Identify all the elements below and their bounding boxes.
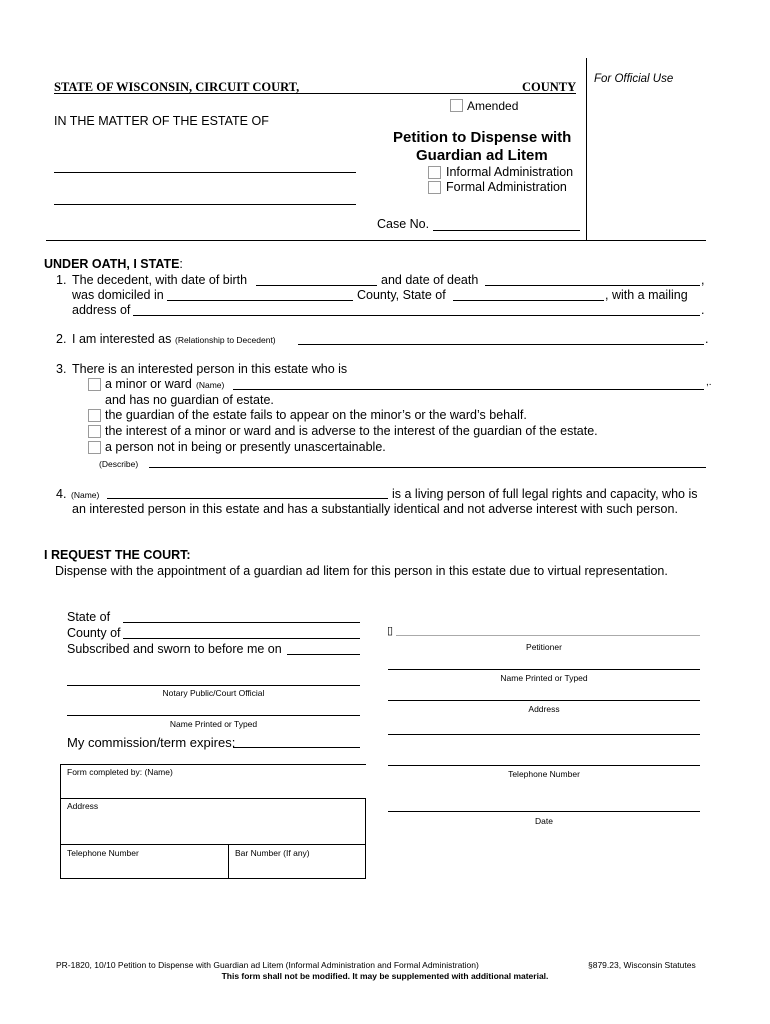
item4-number: 4.	[56, 487, 67, 501]
in-the-matter-label: IN THE MATTER OF THE ESTATE OF	[54, 114, 269, 128]
relationship-hint: (Relationship to Decedent)	[175, 335, 276, 345]
completed-by-bar-label: Bar Number (If any)	[235, 848, 310, 858]
minor-ward-checkbox[interactable]	[88, 378, 101, 391]
notary-name-line[interactable]	[67, 715, 360, 716]
amended-label: Amended	[467, 99, 519, 113]
county-label: COUNTY	[522, 80, 577, 94]
subscribed-label: Subscribed and sworn to before me on	[67, 642, 282, 656]
signature-mark-icon: ▯	[387, 625, 394, 637]
item3-label: There is an interested person in this estate who is	[72, 362, 348, 376]
subscribed-date-line[interactable]	[287, 654, 360, 655]
domicile-county-line[interactable]	[167, 300, 353, 301]
county-of-label: County of	[67, 626, 121, 640]
item1-period: .	[701, 303, 705, 317]
oath-heading-colon: :	[179, 257, 183, 271]
item1-county-state-label: County, State of	[357, 288, 446, 302]
minor-name-hint: (Name)	[196, 380, 225, 390]
petitioner-address-line-2[interactable]	[388, 734, 700, 735]
item1-dod-label: and date of death	[381, 273, 479, 287]
item1-address-label: address of	[72, 303, 131, 317]
footer-notice: This form shall not be modified. It may be supplemented with additional material.	[221, 971, 549, 981]
guardian-fails-checkbox[interactable]	[88, 409, 101, 422]
notary-name-label: Name Printed or Typed	[169, 719, 258, 729]
request-text: Dispense with the appointment of a guardian ad litem for this person in this estate due to virtual representation.	[55, 564, 668, 578]
item4-text2: an interested person in this estate and has a substantially identical and not adverse interest with such person.	[72, 502, 678, 516]
describe-hint: (Describe)	[99, 459, 139, 469]
minor-name-line[interactable]	[233, 389, 704, 390]
item1-number: 1.	[56, 273, 67, 287]
estate-name-line-2[interactable]	[54, 204, 356, 205]
commission-label: My commission/term expires:	[67, 735, 236, 750]
informal-admin-label: Informal Administration	[446, 165, 574, 179]
court-label: STATE OF WISCONSIN, CIRCUIT COURT,	[54, 80, 300, 94]
completed-by-address-box[interactable]	[60, 798, 366, 845]
item1-domiciled-label: was domiciled in	[72, 288, 164, 302]
notary-state-line[interactable]	[123, 622, 360, 623]
request-heading: I REQUEST THE COURT:	[44, 548, 191, 562]
footer-form-id: PR-1820, 10/10 Petition to Dispense with Guardian ad Litem (Informal Administration and Formal Administration)	[56, 960, 479, 970]
completed-by-address-label: Address	[67, 801, 99, 811]
item2-period: .	[705, 332, 709, 346]
county-line[interactable]	[54, 93, 576, 94]
informal-admin-checkbox[interactable]	[428, 166, 441, 179]
not-in-being-label: a person not in being or presently unascertainable.	[105, 440, 386, 454]
form-title-line2: Guardian ad Litem	[416, 147, 548, 164]
oath-heading	[44, 257, 183, 271]
item3-number: 3.	[56, 362, 67, 376]
item4-name-line[interactable]	[107, 498, 388, 499]
guardian-fails-label: the guardian of the estate fails to appear on the minor’s or the ward’s behalf.	[105, 408, 527, 422]
item2-number: 2.	[56, 332, 67, 346]
petitioner-label: Petitioner	[526, 642, 562, 652]
notary-signature-line[interactable]	[67, 685, 360, 686]
official-use-label: For Official Use	[594, 73, 674, 85]
header-bottom-rule	[46, 240, 706, 241]
completed-by-top-rule	[60, 764, 366, 765]
case-no-line[interactable]	[433, 230, 580, 231]
case-no-label: Case No.	[377, 217, 430, 231]
petitioner-date-label: Date	[535, 816, 553, 826]
relationship-line[interactable]	[298, 344, 704, 345]
oath-heading-text: UNDER OATH, I STATE	[44, 257, 180, 271]
item2-label: I am interested as	[72, 332, 172, 346]
petitioner-name-label: Name Printed or Typed	[500, 673, 588, 683]
dob-line[interactable]	[256, 285, 377, 286]
petitioner-telephone-line[interactable]	[388, 765, 700, 766]
no-guardian-label: and has no guardian of estate.	[105, 393, 274, 407]
form-title-line1: Petition to Dispense with	[393, 129, 572, 146]
petitioner-signature-line[interactable]	[396, 635, 700, 636]
notary-official-label: Notary Public/Court Official	[162, 688, 265, 698]
estate-name-line-1[interactable]	[54, 172, 356, 173]
item1-mailing-label: , with a mailing	[605, 288, 688, 302]
petitioner-date-line[interactable]	[388, 811, 700, 812]
item4-name-hint: (Name)	[71, 490, 100, 500]
item1-comma: ,	[701, 273, 705, 287]
item1-dob-label: The decedent, with date of birth	[72, 273, 248, 287]
adverse-interest-checkbox[interactable]	[88, 425, 101, 438]
state-line[interactable]	[453, 300, 604, 301]
completed-by-telephone-label: Telephone Number	[67, 848, 139, 858]
petitioner-address-line-1[interactable]	[388, 700, 700, 701]
not-in-being-checkbox[interactable]	[88, 441, 101, 454]
commission-line[interactable]	[233, 747, 360, 748]
item4-text1: is a living person of full legal rights and capacity, who is	[392, 487, 698, 501]
minor-tail: ,.	[706, 377, 712, 388]
formal-admin-label: Formal Administration	[446, 180, 567, 194]
petitioner-name-line[interactable]	[388, 669, 700, 670]
completed-by-name-label: Form completed by: (Name)	[67, 767, 173, 777]
adverse-interest-label: the interest of a minor or ward and is adverse to the interest of the guardian of the estate.	[105, 424, 598, 438]
state-of-label: State of	[67, 610, 111, 624]
minor-ward-label: a minor or ward	[105, 377, 192, 391]
petitioner-telephone-label: Telephone Number	[508, 769, 580, 779]
official-use-divider	[586, 58, 587, 241]
footer-statute: §879.23, Wisconsin Statutes	[588, 960, 696, 970]
petitioner-address-label: Address	[528, 704, 560, 714]
describe-line[interactable]	[149, 467, 706, 468]
dod-line[interactable]	[485, 285, 700, 286]
mailing-address-line[interactable]	[133, 315, 700, 316]
notary-county-line[interactable]	[123, 638, 360, 639]
amended-checkbox[interactable]	[450, 99, 463, 112]
formal-admin-checkbox[interactable]	[428, 181, 441, 194]
